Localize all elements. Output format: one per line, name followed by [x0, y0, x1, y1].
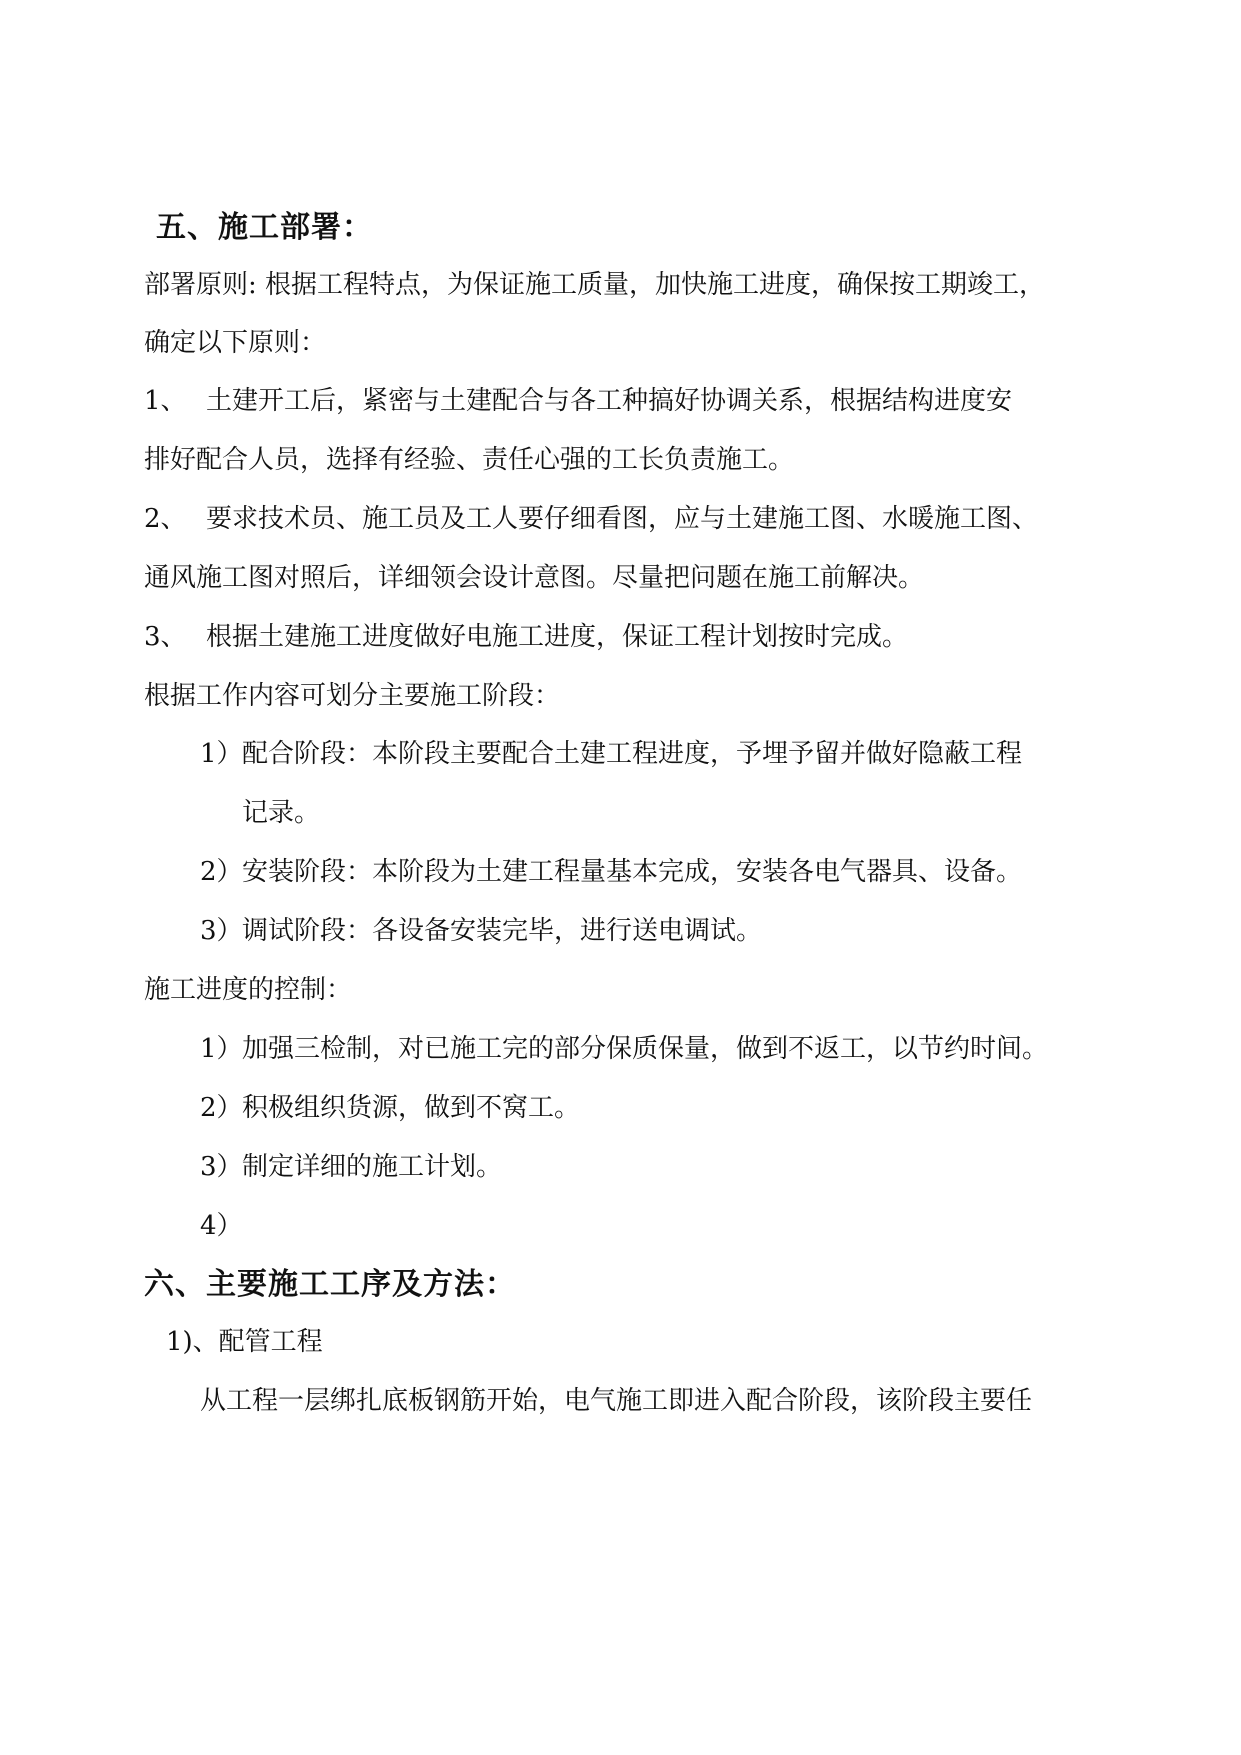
control-2-text: 积极组织货源，做到不窝工。	[242, 1093, 581, 1123]
section-6-subheading: 1)、配管工程	[166, 1327, 323, 1357]
control-4-number: 4）	[200, 1211, 243, 1241]
stage-2-number: 2）	[200, 857, 243, 887]
item-3-number: 3、	[144, 622, 187, 652]
item-1-number: 1、	[144, 386, 187, 416]
stages-intro: 根据工作内容可划分主要施工阶段：	[144, 681, 561, 711]
control-1-text: 加强三检制，对已施工完的部分保质保量，做到不返工，以节约时间。	[242, 1034, 1049, 1064]
stage-2-line-1: 安装阶段：本阶段为土建工程量基本完成，安装各电气器具、设备。	[242, 857, 1023, 887]
principle-line-1: 部署原则: 根据工程特点，为保证施工质量，加快施工进度，确保按工期竣工，	[144, 270, 1046, 300]
stage-1-line-2: 记录。	[242, 798, 321, 828]
section-5-title: 五、施工部署：	[156, 210, 373, 245]
control-intro: 施工进度的控制：	[144, 975, 353, 1005]
stage-3-line-1: 调试阶段：各设备安装完毕，进行送电调试。	[242, 916, 763, 946]
control-2-number: 2）	[200, 1093, 243, 1123]
principle-line-2: 确定以下原则：	[144, 328, 327, 358]
control-1-number: 1）	[200, 1034, 243, 1064]
stage-1-number: 1）	[200, 739, 243, 769]
item-1-line-2: 排好配合人员，选择有经验、责任心强的工长负责施工。	[144, 445, 795, 475]
item-1-line-1: 土建开工后，紧密与土建配合与各工种搞好协调关系，根据结构进度安	[206, 386, 1013, 416]
item-2-number: 2、	[144, 504, 187, 534]
stage-1-line-1: 配合阶段：本阶段主要配合土建工程进度，予埋予留并做好隐蔽工程	[242, 739, 1023, 769]
control-3-text: 制定详细的施工计划。	[242, 1152, 503, 1182]
item-3-line-1: 根据土建施工进度做好电施工进度，保证工程计划按时完成。	[206, 622, 909, 652]
stage-3-number: 3）	[200, 916, 243, 946]
control-3-number: 3）	[200, 1152, 243, 1182]
section-6-paragraph: 从工程一层绑扎底板钢筋开始，电气施工即进入配合阶段，该阶段主要任	[200, 1386, 1033, 1416]
section-6-title: 六、主要施工工序及方法：	[144, 1267, 516, 1302]
item-2-line-2: 通风施工图对照后，详细领会设计意图。尽量把问题在施工前解决。	[144, 563, 925, 593]
item-2-line-1: 要求技术员、施工员及工人要仔细看图，应与土建施工图、水暖施工图、	[206, 504, 1039, 534]
